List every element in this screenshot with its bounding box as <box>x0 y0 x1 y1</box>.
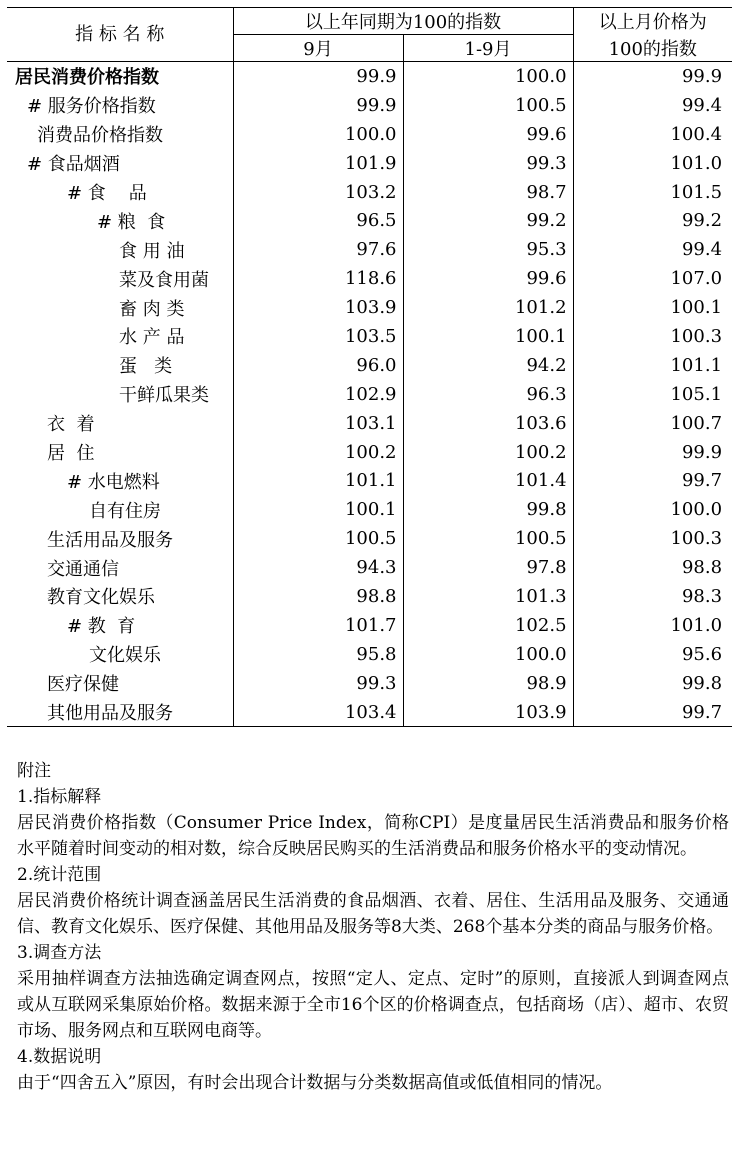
value-mom: 99.9 <box>573 62 732 91</box>
value-jan-sep: 100.5 <box>403 524 573 553</box>
table-row <box>7 235 732 264</box>
value-jan-sep: 98.9 <box>403 669 573 698</box>
table-row <box>7 524 732 553</box>
row-name: 文化娱乐 <box>89 645 161 667</box>
value-mom: 99.9 <box>573 438 732 467</box>
row-name: 衣 着 <box>47 414 95 436</box>
notes-paragraph: 居民消费价格指数（Consumer Price Index，简称CPI）是度量居民生活消费品和服务价格水平随着时间变动的相对数，综合反映居民购买的生活消费品和服务价格水平的变动情况。 <box>17 813 729 859</box>
notes-paragraph: 3.调查方法 <box>17 943 102 963</box>
value-sep: 99.9 <box>233 62 403 91</box>
value-mom: 100.4 <box>573 120 732 149</box>
value-jan-sep: 100.0 <box>403 640 573 669</box>
row-name: 食 用 油 <box>119 240 185 262</box>
notes-paragraph: 2.统计范围 <box>17 865 102 885</box>
value-mom: 101.5 <box>573 178 732 207</box>
value-jan-sep: 98.7 <box>403 178 573 207</box>
row-name: # 教 育 <box>67 616 136 638</box>
table-row <box>7 293 732 322</box>
table-row <box>7 178 732 207</box>
table-row <box>7 409 732 438</box>
row-name: # 服务价格指数 <box>27 96 156 118</box>
notes-title: 附注 <box>17 761 51 781</box>
row-name: # 水电燃料 <box>67 471 160 493</box>
table-row <box>7 466 732 495</box>
value-sep: 95.8 <box>233 640 403 669</box>
table-row <box>7 553 732 582</box>
value-sep: 103.2 <box>233 178 403 207</box>
header-yoy: 以上年同期为100的指数 <box>233 8 573 35</box>
row-name: 畜 肉 类 <box>119 298 185 320</box>
value-mom: 99.4 <box>573 91 732 120</box>
header-jan-sep: 1-9月 <box>403 35 573 62</box>
cpi-table <box>7 7 732 727</box>
row-name: 菜及食用菌 <box>119 269 209 291</box>
header-indicator: 指 标 名 称 <box>7 8 233 62</box>
row-name: # 粮 食 <box>97 211 166 233</box>
value-mom: 99.4 <box>573 235 732 264</box>
value-sep: 96.0 <box>233 351 403 380</box>
value-jan-sep: 100.5 <box>403 91 573 120</box>
value-jan-sep: 97.8 <box>403 553 573 582</box>
row-name: # 食 品 <box>67 183 147 204</box>
value-jan-sep: 99.3 <box>403 149 573 178</box>
row-name: 居民消费价格指数 <box>15 67 159 89</box>
value-sep: 100.5 <box>233 524 403 553</box>
table-row <box>7 62 732 91</box>
value-sep: 98.8 <box>233 582 403 611</box>
table-row <box>7 611 732 640</box>
value-jan-sep: 101.4 <box>403 466 573 495</box>
row-name: 干鲜瓜果类 <box>119 385 209 407</box>
table-row <box>7 351 732 380</box>
value-mom: 101.0 <box>573 149 732 178</box>
row-name: 消费品价格指数 <box>37 125 163 147</box>
value-jan-sep: 95.3 <box>403 235 573 264</box>
notes-section <box>17 758 729 1096</box>
header-sep: 9月 <box>233 35 403 62</box>
value-sep: 101.7 <box>233 611 403 640</box>
value-sep: 94.3 <box>233 553 403 582</box>
table-body <box>7 62 732 727</box>
value-sep: 103.1 <box>233 409 403 438</box>
notes-paragraph: 居民消费价格统计调查涵盖居民生活消费的食品烟酒、衣着、居住、生活用品及服务、交通通信、教育文化娱乐、医疗保健、其他用品及服务等8大类、268个基本分类的商品与服务价格。 <box>17 891 729 937</box>
value-mom: 98.3 <box>573 582 732 611</box>
table-row <box>7 380 732 409</box>
value-sep: 100.1 <box>233 495 403 524</box>
value-mom: 98.8 <box>573 553 732 582</box>
value-jan-sep: 103.9 <box>403 698 573 727</box>
table-row <box>7 149 732 178</box>
table-row <box>7 264 732 293</box>
value-sep: 99.9 <box>233 91 403 120</box>
value-sep: 103.4 <box>233 698 403 727</box>
value-jan-sep: 99.2 <box>403 206 573 235</box>
value-sep: 118.6 <box>233 264 403 293</box>
value-mom: 105.1 <box>573 380 732 409</box>
notes-paragraph: 4.数据说明 <box>17 1047 102 1067</box>
table-row <box>7 120 732 149</box>
table-row <box>7 640 732 669</box>
value-mom: 99.7 <box>573 698 732 727</box>
notes-paragraph: 1.指标解释 <box>17 787 102 807</box>
value-mom: 99.8 <box>573 669 732 698</box>
value-mom: 100.3 <box>573 322 732 351</box>
row-name: 交通通信 <box>47 558 119 580</box>
value-jan-sep: 99.8 <box>403 495 573 524</box>
row-name: # 食品烟酒 <box>27 154 120 176</box>
value-mom: 95.6 <box>573 640 732 669</box>
notes-paragraph: 由于“四舍五入”原因，有时会出现合计数据与分类数据高值或低值相同的情况。 <box>17 1073 613 1093</box>
value-jan-sep: 101.3 <box>403 582 573 611</box>
value-sep: 96.5 <box>233 206 403 235</box>
table-row <box>7 91 732 120</box>
value-sep: 100.0 <box>233 120 403 149</box>
table-row <box>7 438 732 467</box>
header-mom-line2: 100的指数 <box>573 35 732 62</box>
value-mom: 99.2 <box>573 206 732 235</box>
value-jan-sep: 99.6 <box>403 264 573 293</box>
notes-paragraph: 采用抽样调查方法抽选确定调查网点，按照“定人、定点、定时”的原则，直接派人到调查网点或从互联网采集原始价格。数据来源于全市16个区的价格调查点，包括商场（店）、超市、农贸市场、服务网点和互联网电商等。 <box>17 969 729 1041</box>
value-mom: 101.1 <box>573 351 732 380</box>
row-name: 自有住房 <box>89 500 161 522</box>
row-name: 医疗保健 <box>47 674 119 696</box>
table-row <box>7 206 732 235</box>
value-jan-sep: 100.2 <box>403 438 573 467</box>
value-sep: 99.3 <box>233 669 403 698</box>
row-name: 水 产 品 <box>119 327 185 349</box>
row-name: 生活用品及服务 <box>47 529 173 551</box>
value-mom: 101.0 <box>573 611 732 640</box>
value-jan-sep: 103.6 <box>403 409 573 438</box>
value-jan-sep: 102.5 <box>403 611 573 640</box>
value-mom: 107.0 <box>573 264 732 293</box>
value-jan-sep: 99.6 <box>403 120 573 149</box>
value-jan-sep: 100.1 <box>403 322 573 351</box>
table-row <box>7 582 732 611</box>
row-name: 教育文化娱乐 <box>47 587 155 609</box>
row-name: 居 住 <box>47 443 95 465</box>
value-sep: 103.5 <box>233 322 403 351</box>
value-sep: 101.9 <box>233 149 403 178</box>
table-row <box>7 322 732 351</box>
table-row <box>7 495 732 524</box>
value-sep: 102.9 <box>233 380 403 409</box>
value-mom: 100.0 <box>573 495 732 524</box>
value-mom: 100.3 <box>573 524 732 553</box>
table-row <box>7 669 732 698</box>
value-sep: 97.6 <box>233 235 403 264</box>
value-sep: 103.9 <box>233 293 403 322</box>
table-row <box>7 698 732 727</box>
header-mom-line1: 以上月价格为 <box>573 8 732 35</box>
value-jan-sep: 100.0 <box>403 62 573 91</box>
value-jan-sep: 94.2 <box>403 351 573 380</box>
row-name: 蛋 类 <box>119 356 173 378</box>
row-name: 其他用品及服务 <box>47 703 173 725</box>
value-sep: 101.1 <box>233 466 403 495</box>
value-mom: 99.7 <box>573 466 732 495</box>
value-mom: 100.1 <box>573 293 732 322</box>
value-sep: 100.2 <box>233 438 403 467</box>
value-mom: 100.7 <box>573 409 732 438</box>
value-jan-sep: 101.2 <box>403 293 573 322</box>
value-jan-sep: 96.3 <box>403 380 573 409</box>
